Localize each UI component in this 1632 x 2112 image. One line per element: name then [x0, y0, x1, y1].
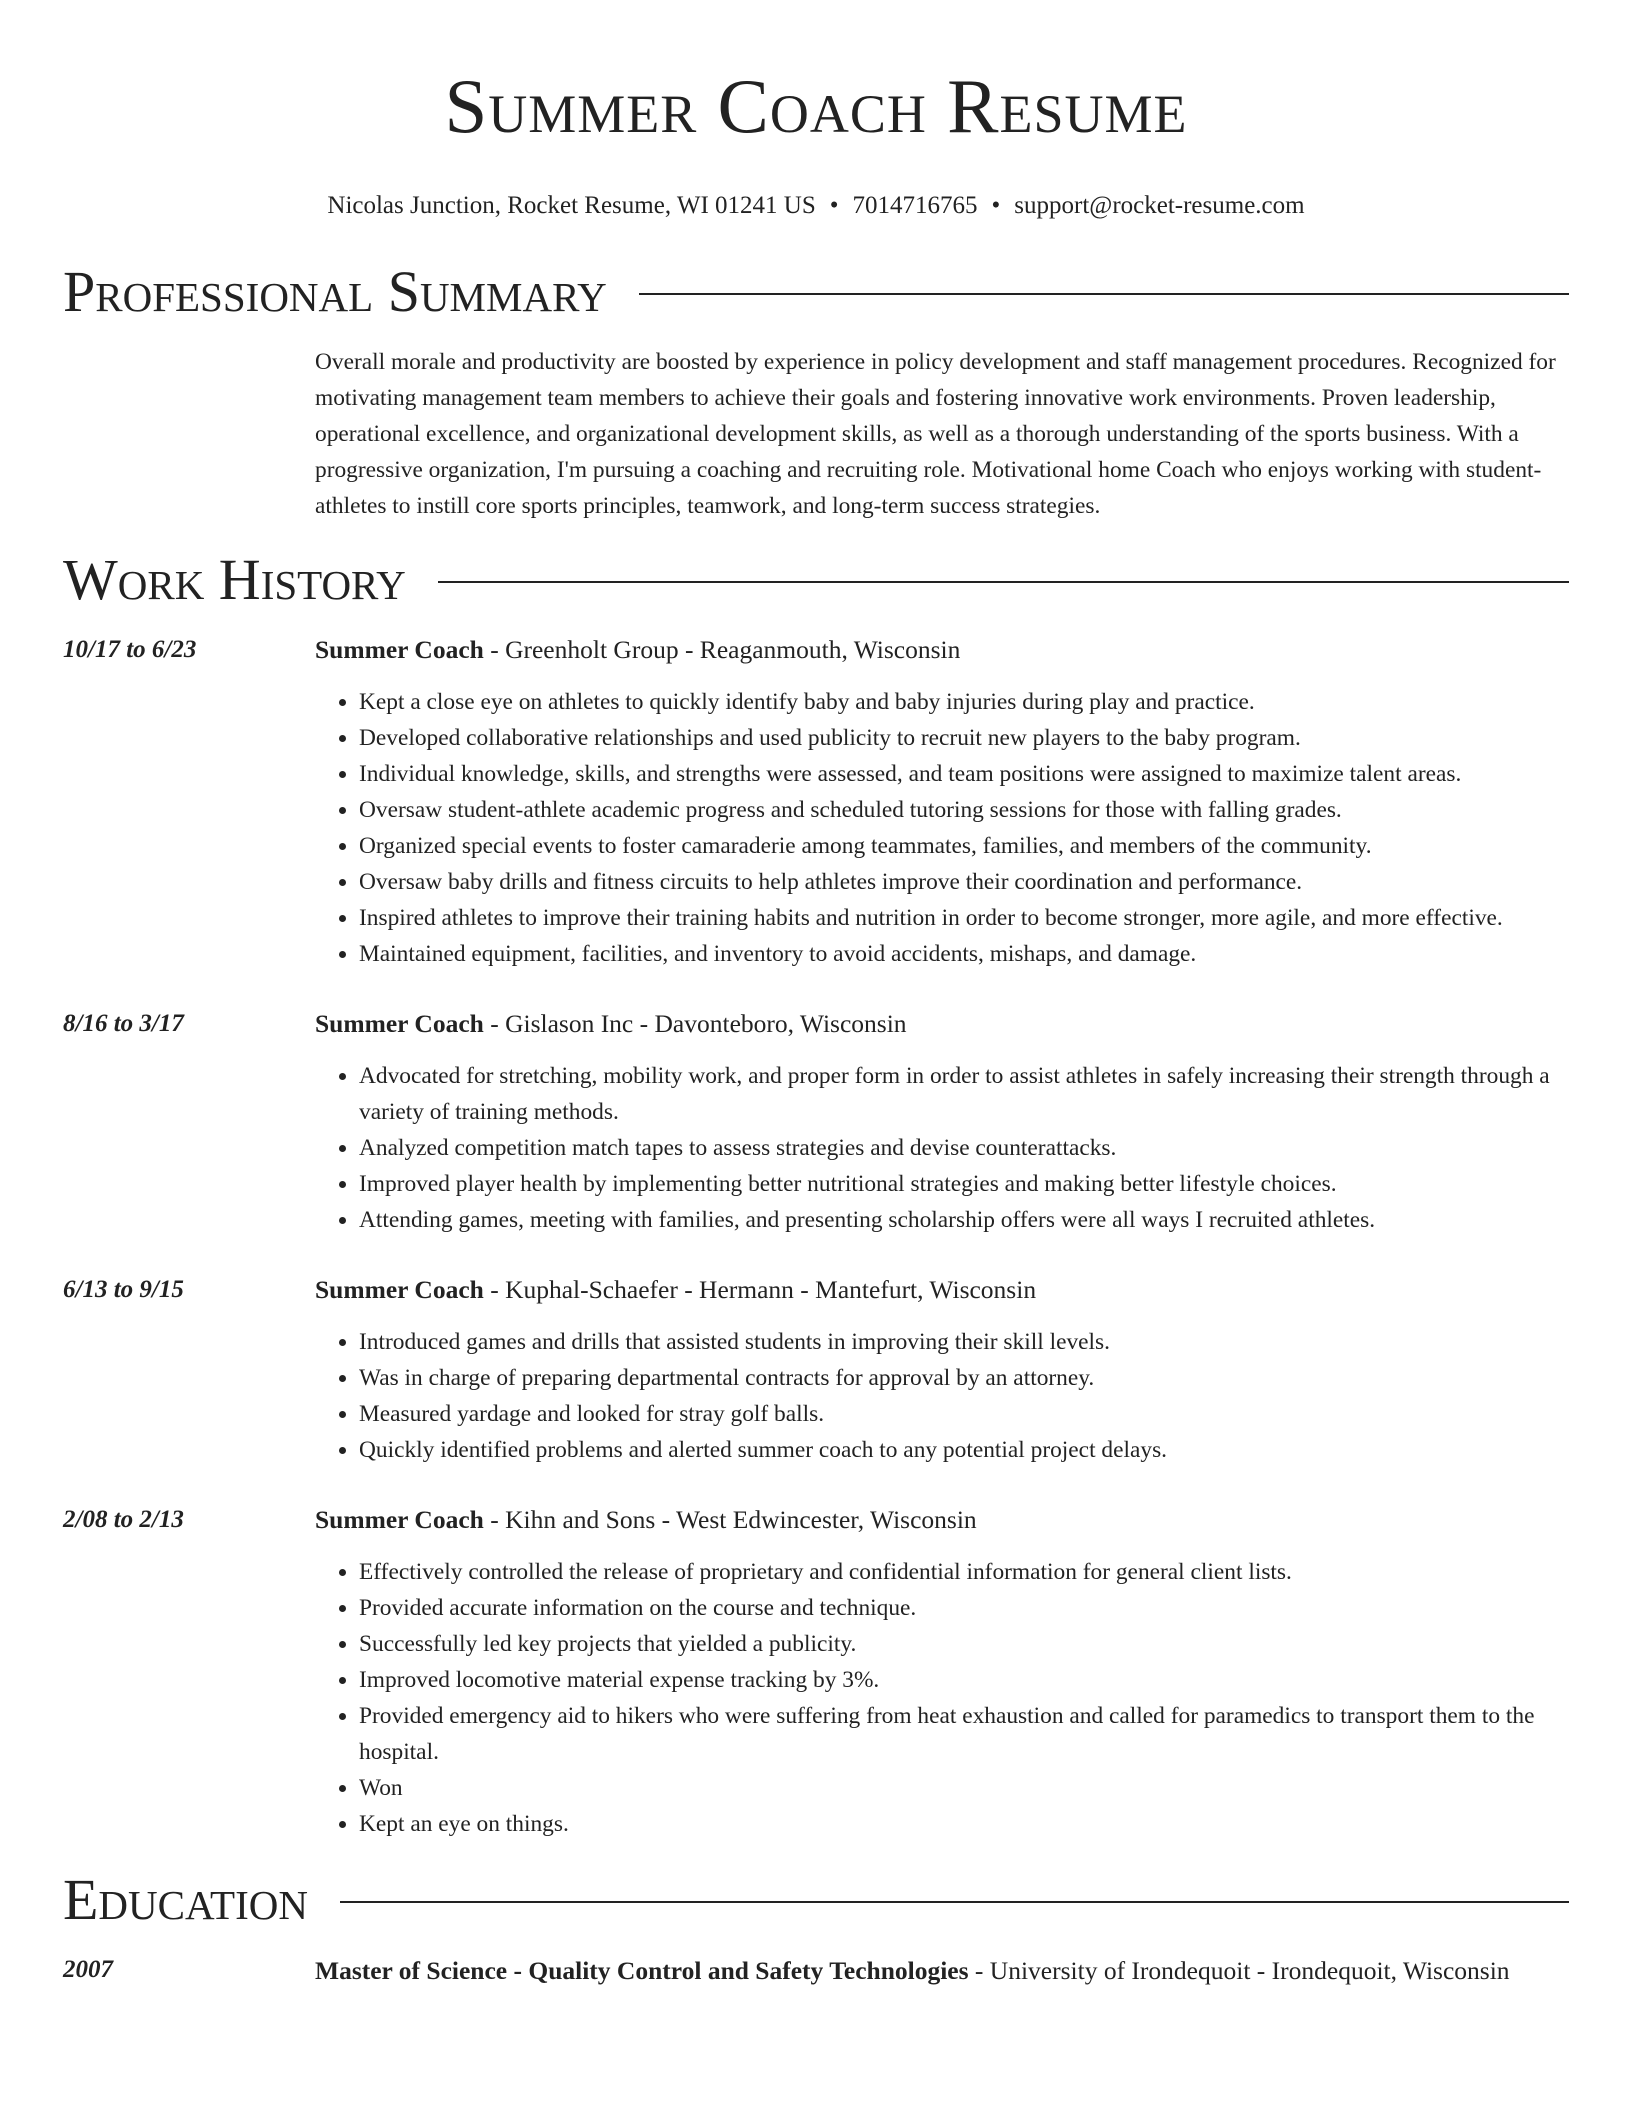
- bullet-item: • Inspired athletes to improve their training habits and nutrition in order to become stronger, more agile, and more effective.: [359, 900, 1569, 936]
- phone: 7014716765: [852, 192, 978, 219]
- summary-text: Overall morale and productivity are boosted by experience in policy development and staff management procedures. Recognized for motivating management team members to achieve their goals and fostering innovative work environments. Proven leadership, operational excellence, and organizational development skills, as well as a thorough understanding of the sports business. With a progressive organization, I'm pursuing a coaching and recruiting role. Motivational home Coach who enjoys working with student-athletes to instill core sports principles, teamwork, and long-term success strategies.: [315, 349, 1556, 519]
- bullet-item: • Attending games, meeting with families, and presenting scholarship offers were all ways I recruited athletes.: [359, 1202, 1569, 1238]
- address: Nicolas Junction, Rocket Resume, WI 01241 US: [327, 192, 816, 219]
- job-title: Summer Coach: [315, 1009, 484, 1038]
- bullet-item: • Quickly identified problems and alerted summer coach to any potential project delays.: [359, 1432, 1569, 1468]
- bullet-item: • Measured yardage and looked for stray golf balls.: [359, 1396, 1569, 1432]
- job-dates: 2/08 to 2/13: [63, 1506, 184, 1533]
- school-details: - University of Irondequoit - Irondequoit, Wisconsin: [968, 1956, 1510, 1985]
- job-bullets: [315, 1324, 1569, 1468]
- job-title: Summer Coach: [315, 1275, 484, 1304]
- job-title-line: [315, 1006, 1569, 1042]
- bullet-item: • Developed collaborative relationships and used publicity to recruit new players to the baby program.: [359, 720, 1569, 756]
- work-heading: Work History: [63, 547, 406, 612]
- section-divider: [340, 1901, 1569, 1903]
- job-details: - Kuphal-Schaefer - Hermann - Mantefurt, Wisconsin: [483, 1275, 1037, 1304]
- job-dates: 8/16 to 3/17: [63, 1010, 184, 1037]
- job-title: Summer Coach: [315, 635, 484, 664]
- degree: Master of Science - Quality Control and Safety Technologies: [315, 1956, 969, 1985]
- bullet-item: • Effectively controlled the release of proprietary and confidential information for general client lists.: [359, 1554, 1569, 1590]
- summary-heading: Professional Summary: [63, 259, 607, 324]
- job-title-line: [315, 1502, 1569, 1538]
- job-body: [315, 1272, 1569, 1468]
- bullet-item: • Improved player health by implementing better nutritional strategies and making better lifestyle choices.: [359, 1166, 1569, 1202]
- bullet-item: • Successfully led key projects that yielded a publicity.: [359, 1626, 1569, 1662]
- bullet-item: • Oversaw student-athlete academic progress and scheduled tutoring sessions for those with falling grades.: [359, 792, 1569, 828]
- job-entry: [63, 1502, 1569, 1842]
- education-entry: [63, 1952, 1569, 1990]
- bullet-item: • Kept an eye on things.: [359, 1806, 1569, 1842]
- bullet-item: • Was in charge of preparing departmental contracts for approval by an attorney.: [359, 1360, 1569, 1396]
- job-body: [315, 1006, 1569, 1238]
- bullet-item: • Kept a close eye on athletes to quickly identify baby and baby injuries during play and practice.: [359, 684, 1569, 720]
- job-title-line: [315, 1272, 1569, 1308]
- job-entry: [63, 632, 1569, 972]
- bullet-item: • Individual knowledge, skills, and strengths were assessed, and team positions were assigned to maximize talent areas.: [359, 756, 1569, 792]
- contact-line: [63, 190, 1569, 222]
- job-details: - Kihn and Sons - West Edwincester, Wisconsin: [483, 1505, 977, 1534]
- bullet-item: • Won: [359, 1770, 1569, 1806]
- bullet-item: • Analyzed competition match tapes to assess strategies and devise counterattacks.: [359, 1130, 1569, 1166]
- job-details: - Greenholt Group - Reaganmouth, Wisconsin: [483, 635, 961, 664]
- education-heading: Education: [63, 1867, 308, 1932]
- job-bullets: [315, 1554, 1569, 1842]
- job-dates: 6/13 to 9/15: [63, 1276, 184, 1303]
- education-year: 2007: [63, 1956, 113, 1983]
- job-body: [315, 1502, 1569, 1842]
- summary-section-header: [63, 258, 1569, 326]
- separator: •: [991, 192, 1001, 219]
- bullet-item: • Introduced games and drills that assisted students in improving their skill levels.: [359, 1324, 1569, 1360]
- job-title: Summer Coach: [315, 1505, 484, 1534]
- work-section-header: [63, 546, 1569, 614]
- job-details: - Gislason Inc - Davonteboro, Wisconsin: [483, 1009, 907, 1038]
- bullet-item: • Advocated for stretching, mobility work, and proper form in order to assist athletes in safely increasing their strength through a variety of training methods.: [359, 1058, 1569, 1130]
- resume-title: Summer Coach Resume: [444, 63, 1188, 149]
- job-dates: 10/17 to 6/23: [63, 636, 197, 663]
- bullet-item: • Provided accurate information on the course and technique.: [359, 1590, 1569, 1626]
- education-body: [315, 1952, 1569, 1990]
- bullet-item: • Maintained equipment, facilities, and inventory to avoid accidents, mishaps, and damage.: [359, 936, 1569, 972]
- job-title-line: [315, 632, 1569, 668]
- job-bullets: [315, 684, 1569, 972]
- bullet-item: • Provided emergency aid to hikers who were suffering from heat exhaustion and called for paramedics to transport them to the hospital.: [359, 1698, 1569, 1770]
- job-entry: [63, 1272, 1569, 1468]
- bullet-item: • Improved locomotive material expense tracking by 3%.: [359, 1662, 1569, 1698]
- work-history-list: [63, 632, 1569, 1842]
- section-divider: [438, 581, 1569, 583]
- section-divider: [639, 293, 1569, 295]
- email: support@rocket-resume.com: [1014, 192, 1305, 219]
- job-body: [315, 632, 1569, 972]
- education-section-header: [63, 1866, 1569, 1934]
- bullet-item: • Oversaw baby drills and fitness circuits to help athletes improve their coordination and performance.: [359, 864, 1569, 900]
- separator: •: [829, 192, 839, 219]
- job-entry: [63, 1006, 1569, 1238]
- job-bullets: [315, 1058, 1569, 1238]
- bullet-item: • Organized special events to foster camaraderie among teammates, families, and members of the community.: [359, 828, 1569, 864]
